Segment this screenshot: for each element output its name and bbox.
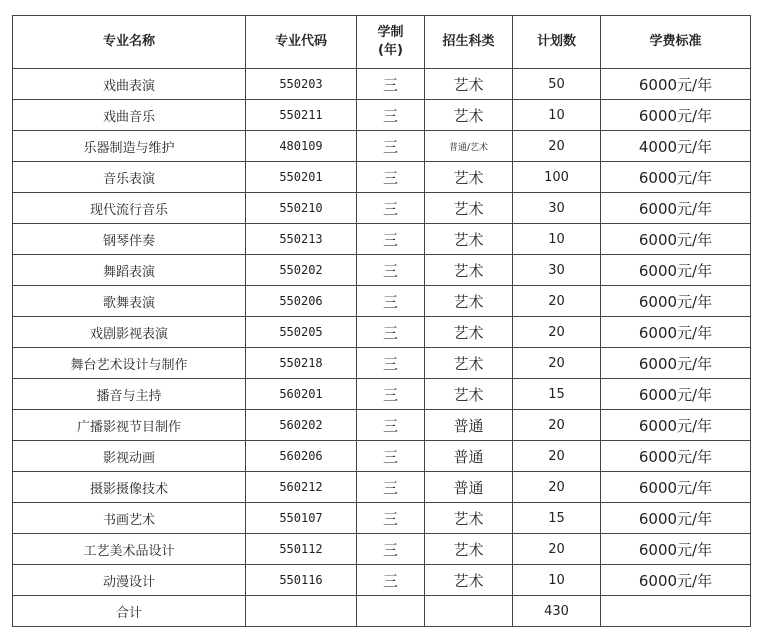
total-plan: 430 (513, 596, 601, 627)
category-cell: 艺术 (425, 193, 513, 224)
total-label: 合计 (13, 596, 246, 627)
table-row (13, 162, 751, 193)
major-code-cell: 550205 (246, 317, 357, 348)
duration-cell: 三 (357, 224, 425, 255)
plan-cell: 20 (513, 286, 601, 317)
category-cell: 艺术 (425, 503, 513, 534)
plan-cell: 20 (513, 441, 601, 472)
header-major-name: 专业名称 (13, 16, 246, 69)
total-empty-fee (601, 596, 751, 627)
fee-cell: 6000元/年 (601, 255, 751, 286)
major-code-cell: 550202 (246, 255, 357, 286)
fee-cell: 6000元/年 (601, 441, 751, 472)
table-row (13, 255, 751, 286)
total-empty-duration (357, 596, 425, 627)
major-code-cell: 550107 (246, 503, 357, 534)
major-code-cell: 550112 (246, 534, 357, 565)
plan-cell: 30 (513, 193, 601, 224)
fee-cell: 6000元/年 (601, 162, 751, 193)
duration-cell: 三 (357, 317, 425, 348)
table-row (13, 131, 751, 162)
table-row (13, 410, 751, 441)
category-cell: 艺术 (425, 317, 513, 348)
plan-cell: 10 (513, 224, 601, 255)
fee-cell: 6000元/年 (601, 69, 751, 100)
total-empty-category (425, 596, 513, 627)
category-cell: 艺术 (425, 379, 513, 410)
category-cell: 艺术 (425, 348, 513, 379)
header-duration-line1: 学制 (377, 25, 404, 40)
plan-cell: 20 (513, 317, 601, 348)
table-row (13, 565, 751, 596)
fee-cell: 6000元/年 (601, 379, 751, 410)
category-cell: 普通 (425, 410, 513, 441)
table-row (13, 472, 751, 503)
header-plan: 计划数 (513, 16, 601, 69)
category-cell: 普通 (425, 472, 513, 503)
table-row (13, 441, 751, 472)
duration-cell: 三 (357, 379, 425, 410)
plan-cell: 10 (513, 565, 601, 596)
duration-cell: 三 (357, 255, 425, 286)
plan-cell: 100 (513, 162, 601, 193)
major-name-cell: 书画艺术 (13, 503, 246, 534)
fee-cell: 6000元/年 (601, 534, 751, 565)
major-name-cell: 戏曲表演 (13, 69, 246, 100)
enrollment-plan-table (12, 15, 751, 627)
plan-cell: 50 (513, 69, 601, 100)
category-cell: 艺术 (425, 286, 513, 317)
header-category: 招生科类 (425, 16, 513, 69)
table-row (13, 348, 751, 379)
category-cell: 普通/艺术 (425, 131, 513, 162)
category-cell: 艺术 (425, 69, 513, 100)
major-code-cell: 480109 (246, 131, 357, 162)
fee-cell: 6000元/年 (601, 286, 751, 317)
duration-cell: 三 (357, 69, 425, 100)
plan-cell: 20 (513, 410, 601, 441)
duration-cell: 三 (357, 441, 425, 472)
major-code-cell: 550211 (246, 100, 357, 131)
major-code-cell: 550218 (246, 348, 357, 379)
plan-cell: 20 (513, 534, 601, 565)
table-row (13, 317, 751, 348)
major-name-cell: 戏剧影视表演 (13, 317, 246, 348)
header-duration (357, 16, 425, 69)
table-row (13, 286, 751, 317)
major-code-cell: 560206 (246, 441, 357, 472)
total-empty-code (246, 596, 357, 627)
category-cell: 艺术 (425, 224, 513, 255)
total-row (13, 596, 751, 627)
fee-cell: 6000元/年 (601, 193, 751, 224)
plan-cell: 30 (513, 255, 601, 286)
duration-cell: 三 (357, 193, 425, 224)
major-code-cell: 560201 (246, 379, 357, 410)
duration-cell: 三 (357, 131, 425, 162)
duration-cell: 三 (357, 503, 425, 534)
category-cell: 艺术 (425, 100, 513, 131)
table-row (13, 503, 751, 534)
major-name-cell: 戏曲音乐 (13, 100, 246, 131)
fee-cell: 6000元/年 (601, 317, 751, 348)
plan-cell: 10 (513, 100, 601, 131)
duration-cell: 三 (357, 534, 425, 565)
table-row (13, 69, 751, 100)
major-code-cell: 550206 (246, 286, 357, 317)
fee-cell: 6000元/年 (601, 100, 751, 131)
fee-cell: 4000元/年 (601, 131, 751, 162)
major-code-cell: 550203 (246, 69, 357, 100)
major-code-cell: 550116 (246, 565, 357, 596)
major-name-cell: 广播影视节目制作 (13, 410, 246, 441)
major-name-cell: 舞台艺术设计与制作 (13, 348, 246, 379)
plan-cell: 15 (513, 379, 601, 410)
header-major-code: 专业代码 (246, 16, 357, 69)
major-name-cell: 歌舞表演 (13, 286, 246, 317)
table-row (13, 100, 751, 131)
table-row (13, 193, 751, 224)
major-name-cell: 动漫设计 (13, 565, 246, 596)
category-cell: 艺术 (425, 565, 513, 596)
table-header-row (13, 16, 751, 69)
duration-cell: 三 (357, 472, 425, 503)
fee-cell: 6000元/年 (601, 410, 751, 441)
table-row (13, 379, 751, 410)
fee-cell: 6000元/年 (601, 472, 751, 503)
fee-cell: 6000元/年 (601, 348, 751, 379)
fee-cell: 6000元/年 (601, 565, 751, 596)
major-name-cell: 乐器制造与维护 (13, 131, 246, 162)
major-name-cell: 钢琴伴奏 (13, 224, 246, 255)
major-name-cell: 工艺美术品设计 (13, 534, 246, 565)
header-duration-line2: (年) (378, 43, 403, 58)
major-name-cell: 现代流行音乐 (13, 193, 246, 224)
major-code-cell: 550210 (246, 193, 357, 224)
major-code-cell: 560202 (246, 410, 357, 441)
category-cell: 艺术 (425, 255, 513, 286)
major-name-cell: 摄影摄像技术 (13, 472, 246, 503)
major-name-cell: 影视动画 (13, 441, 246, 472)
duration-cell: 三 (357, 348, 425, 379)
duration-cell: 三 (357, 162, 425, 193)
duration-cell: 三 (357, 100, 425, 131)
category-cell: 艺术 (425, 162, 513, 193)
duration-cell: 三 (357, 410, 425, 441)
major-name-cell: 播音与主持 (13, 379, 246, 410)
category-cell: 艺术 (425, 534, 513, 565)
plan-cell: 20 (513, 472, 601, 503)
duration-cell: 三 (357, 286, 425, 317)
plan-cell: 20 (513, 131, 601, 162)
major-code-cell: 550213 (246, 224, 357, 255)
header-fee: 学费标准 (601, 16, 751, 69)
duration-cell: 三 (357, 565, 425, 596)
fee-cell: 6000元/年 (601, 503, 751, 534)
table-row (13, 534, 751, 565)
major-code-cell: 550201 (246, 162, 357, 193)
major-name-cell: 舞蹈表演 (13, 255, 246, 286)
major-code-cell: 560212 (246, 472, 357, 503)
plan-cell: 15 (513, 503, 601, 534)
category-cell: 普通 (425, 441, 513, 472)
major-name-cell: 音乐表演 (13, 162, 246, 193)
fee-cell: 6000元/年 (601, 224, 751, 255)
plan-cell: 20 (513, 348, 601, 379)
table-row (13, 224, 751, 255)
